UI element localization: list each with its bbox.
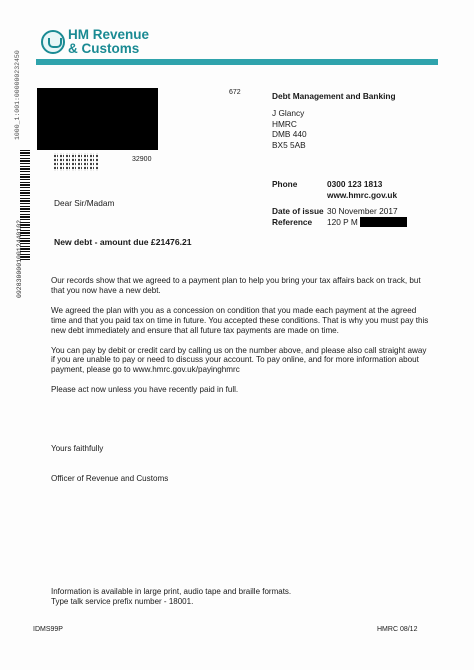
brand-line-1: HM Revenue: [68, 27, 150, 42]
body-paragraph: Please act now unless you have recently paid in full.: [51, 385, 239, 395]
body-paragraph: Our records show that we agreed to a payment plan to help you bring your tax affairs back on track, but that you now have a new debt.: [51, 276, 421, 295]
signoff: Officer of Revenue and Customs: [51, 474, 169, 483]
website-value: www.hmrc.gov.uk: [327, 190, 398, 200]
body-paragraph: You can pay by debit or credit card by calling us on the number above, and please also call straight away if you are unable to pay or need to discuss your account. To pay online, and for more information about payment, please go to www.hmrc.gov.uk/payinghmrc: [51, 345, 427, 375]
office-line: HMRC: [272, 118, 297, 129]
closing: Yours faithfully: [51, 444, 104, 453]
barcode-number-text: 09283000010012440102: [16, 219, 23, 298]
phone-value: 0300 123 1813: [327, 179, 383, 189]
salutation: Dear Sir/Madam: [54, 198, 115, 208]
contact-details: [272, 179, 407, 228]
date-of-issue-label: Date of issue: [272, 206, 324, 216]
side-code-label: [4, 30, 21, 140]
redacted-address-block: [37, 88, 158, 150]
reference-label: Reference: [272, 217, 313, 227]
date-of-issue-value: 30 November 2017: [327, 206, 398, 216]
form-code: IDMS99P: [33, 626, 63, 633]
barcode-number-label: [6, 168, 23, 298]
redacted-reference: [360, 217, 407, 227]
2d-barcode-icon: [54, 153, 98, 171]
brand-line-2: & Customs: [68, 41, 140, 56]
form-version: HMRC 08/12: [377, 626, 418, 633]
reference-value: 120 P M: [327, 217, 358, 227]
office-address: [272, 91, 396, 151]
letter-body: [51, 276, 429, 405]
address-ref-number: 672: [229, 89, 241, 96]
office-line: BX5 5AB: [272, 140, 306, 151]
new-debt-heading: New debt - amount due £21476.21: [54, 237, 192, 247]
body-paragraph: We agreed the plan with you as a concession on condition that you made each payment at the agreed time and that you paid tax on time in future. You accepted these conditions. That is why you must pay this new debt immediately and ensure that all future tax payments are made on time.: [51, 305, 429, 335]
office-line: DMB 440: [272, 129, 307, 140]
office-line: J Glancy: [272, 107, 305, 118]
department-name: Debt Management and Banking: [272, 91, 396, 101]
hmrc-logo-text: [68, 28, 149, 56]
accessibility-info: [51, 587, 291, 607]
side-code-text: 1000_1:001:000000232450: [14, 50, 21, 140]
info-line: Type talk service prefix number - 18001.: [51, 596, 194, 606]
sort-code: 32900: [132, 156, 152, 163]
phone-label: Phone: [272, 179, 298, 189]
info-line: Information is available in large print, audio tape and braille formats.: [51, 587, 292, 596]
hmrc-crest-icon: [41, 30, 65, 54]
header-rule: [36, 59, 438, 65]
